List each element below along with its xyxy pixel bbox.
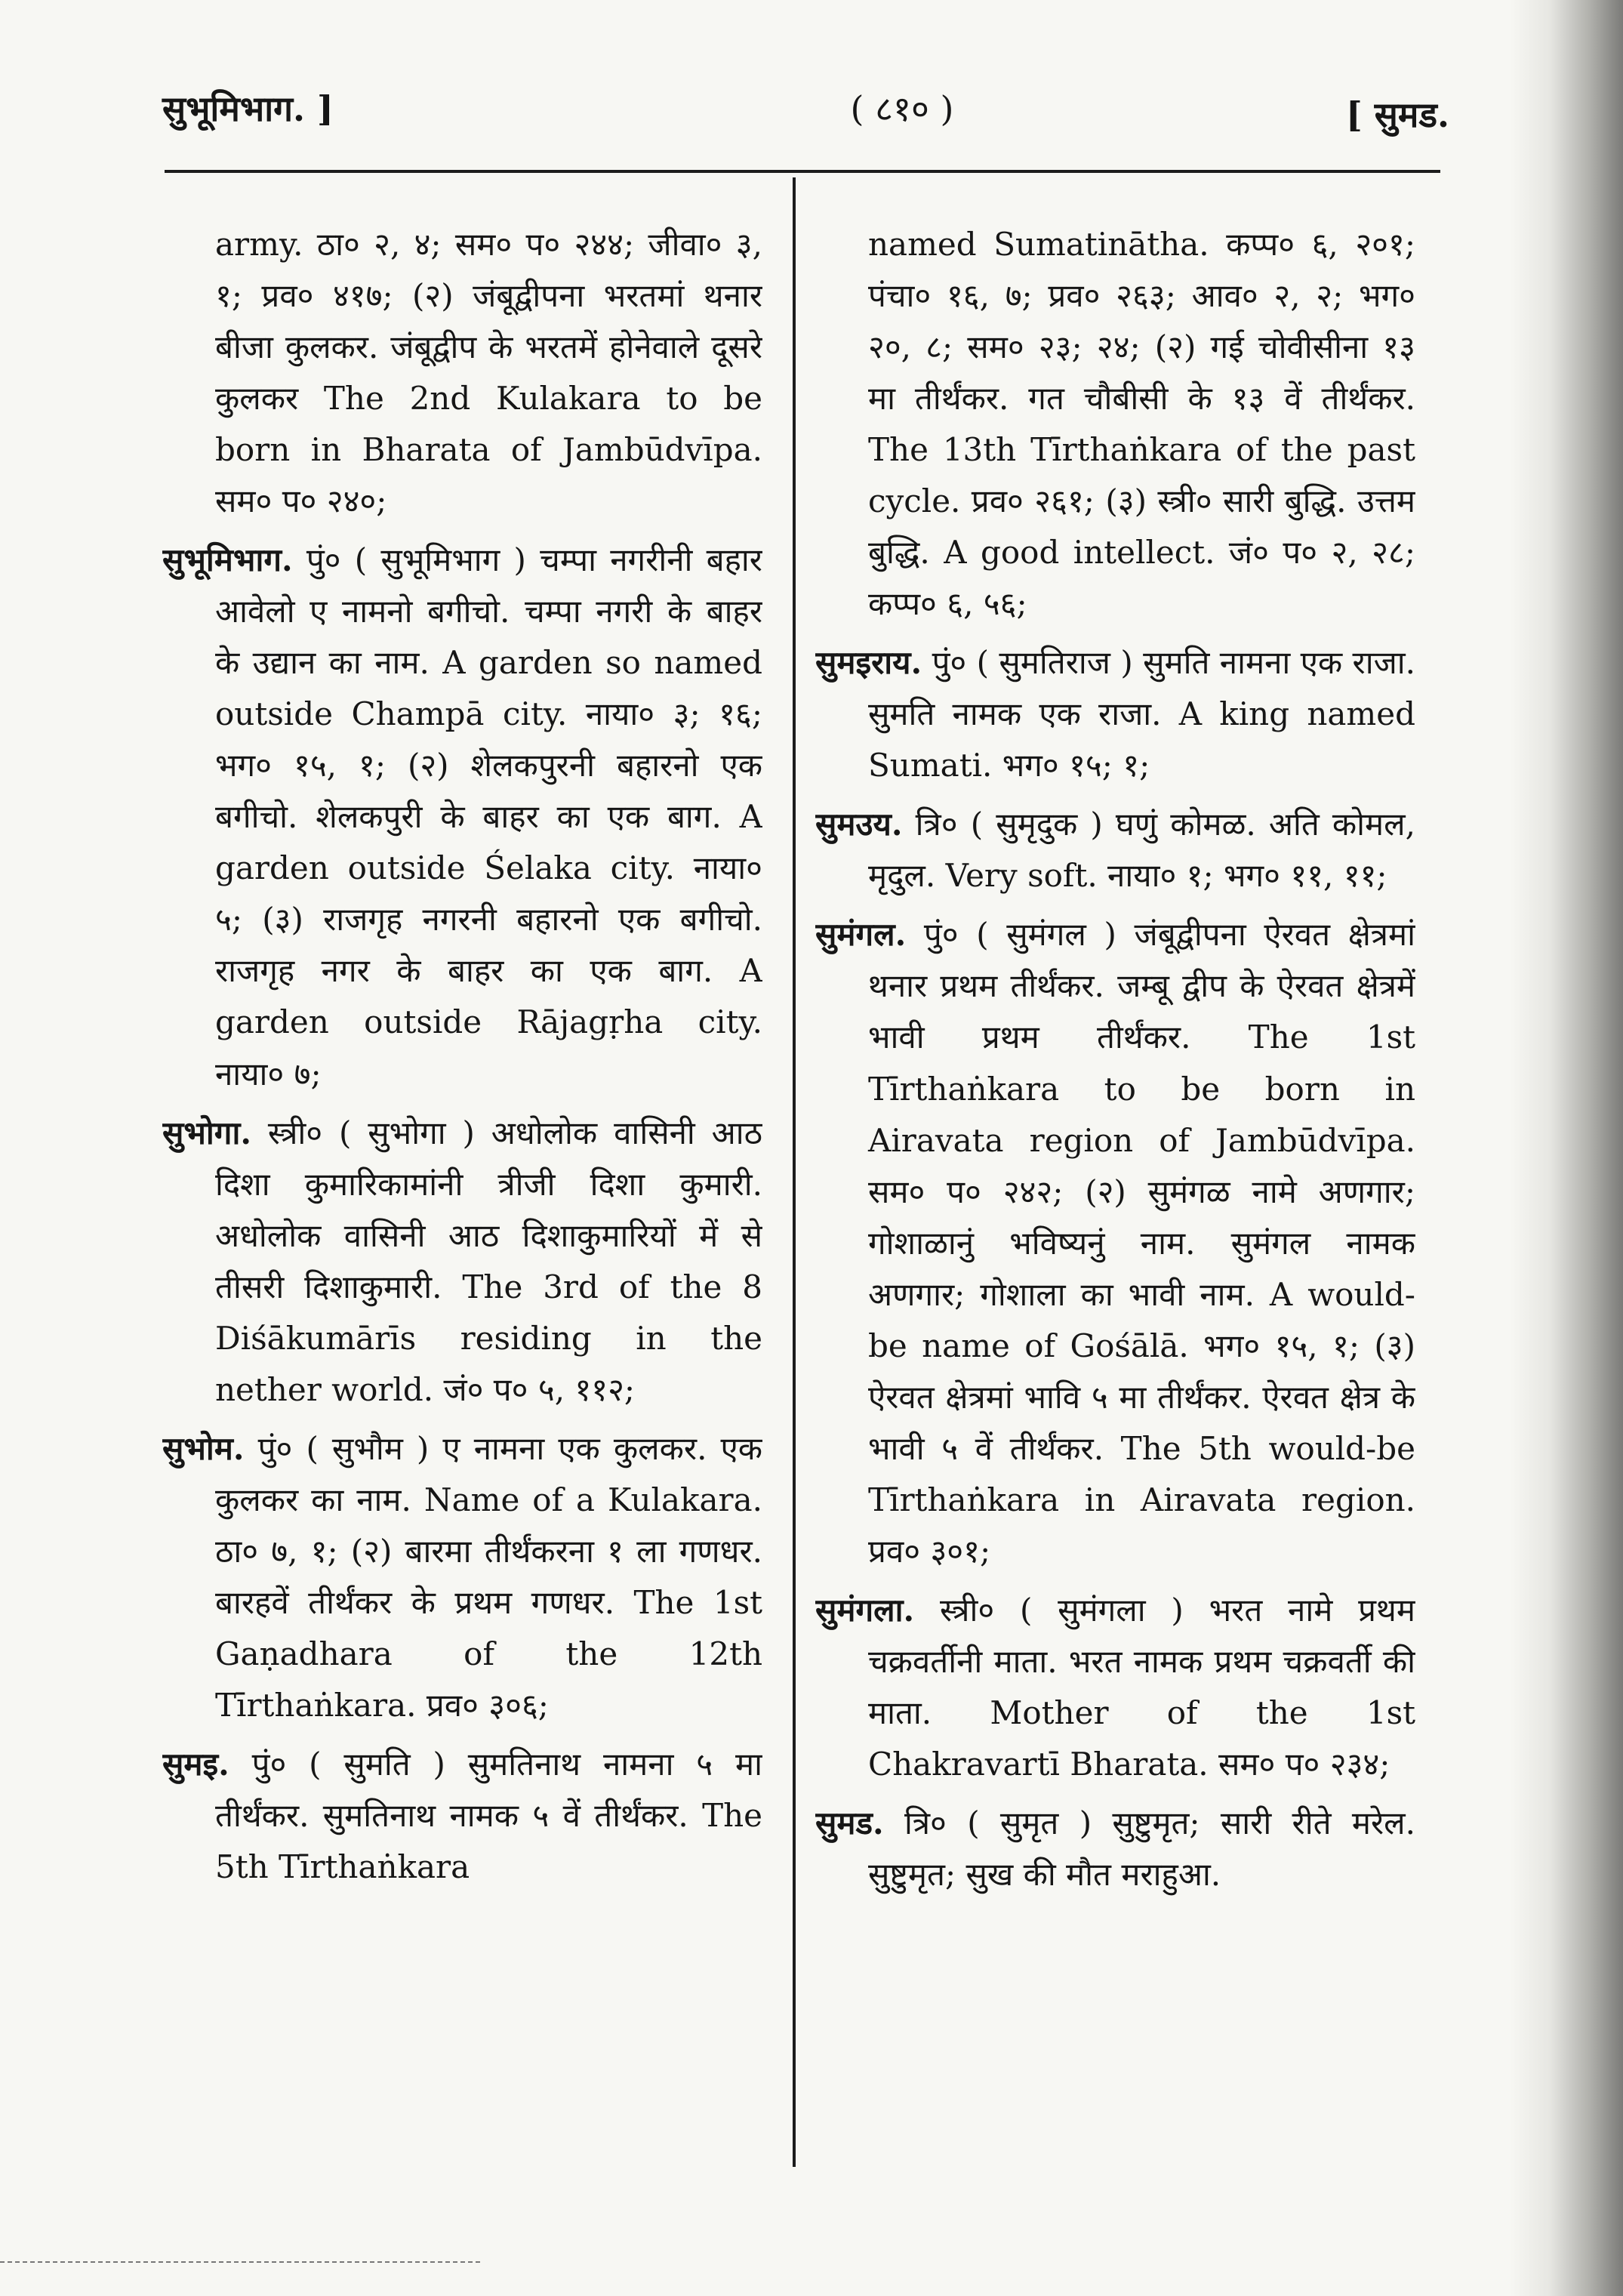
entry-headword: सुभूमिभाग. [162,541,293,579]
dictionary-entry [162,535,762,1099]
bottom-dotted-rule [0,2261,483,2263]
entry-headword: सुमउय. [815,806,903,843]
entry-headword: सुमइ. [162,1745,229,1783]
dictionary-entry [815,1585,1415,1790]
entry-body: त्रि० ( सुमृत ) सुष्टुमृत; सारी रीते मरेल. सुष्टुमृत; सुख की मौत मराहुआ. [868,1804,1415,1893]
entry-body: पुं० ( सुमंगल ) जंबूद्वीपना ऐरवत क्षेत्रमां थनार प्रथम तीर्थंकर. जम्बू द्वीप के ऐरवत क्षेत्रमें भावी प्रथम तीर्थंकर. The 1st Tīrthaṅkara to be born in Airavata region of Jambūdvīpa. सम० प० २४२; (२) सुमंगळ नामे अणगार; गोशाळानुं भविष्यनुं नाम. सुमंगल नामक अणगार; गोशाला का भावी नाम. A would-be name of Gośālā. भग० १५, १; (३) ऐरवत क्षेत्रमां भावि ५ मा तीर्थंकर. ऐरवत क्षेत्र के भावी ५ वें तीर्थंकर. The 5th would-be Tīrthaṅkara in Airavata region. प्रव० ३०१; [868,916,1415,1570]
dictionary-entry [815,1798,1415,1900]
dictionary-entry [162,1423,762,1731]
dictionary-entry [162,1739,762,1893]
entry-body: स्त्री० ( सुभोगा ) अधोलोक वासिनी आठ दिशा कुमारिकामांनी त्रीजी दिशा कुमारी. अधोलोक वासिनी आठ दिशाकुमारियों में से तीसरी दिशाकुमारी. The 3rd of the 8 Diśākumārīs residing in the nether world. जं० प० ५, ११२; [215,1114,762,1408]
header-left-guideword: सुभूमिभाग. ] [162,88,334,129]
header-right-guideword: [ सुमड. [1345,94,1449,135]
entry-headword: सुमड. [815,1804,884,1841]
entry-body: named Sumatinātha. कप्प० ६, २०१; पंचा० १६, ७; प्रव० २६३; आव० २, २; भग० २०, ८; सम० २३; २४; (२) गई चोवीसीना १३ मा तीर्थंकर. गत चौबीसी के १३ वें तीर्थंकर. The 13th Tīrthaṅkara of the past cycle. प्रव० २६१; (३) स्त्री० सारी बुद्धि. उत्तम बुद्धि. A good intellect. जं० प० २, २८; कप्प० ६, ५६; [868,226,1415,623]
left-column [162,219,762,2152]
entry-body: army. ठा० २, ४; सम० प० २४४; जीवा० ३, १; प्रव० ४१७; (२) जंबूद्वीपना भरतमां थनार बीजा कुलकर. जंबूद्वीप के भरतमें होनेवाले दूसरे कुलकर The 2nd Kulakara to be born in Bharata of Jambūdvīpa. सम० प० २४०; [215,226,762,520]
entry-body: पुं० ( सुभूमिभाग ) चम्पा नगरीनी बहार आवेलो ए नामनो बगीचो. चम्पा नगरी के बाहर के उद्यान का नाम. A garden so named outside Champā city. नाया० ३; १६; भग० १५, १; (२) शेलकपुरनी बहारनो एक बगीचो. शेलकपुरी के बाहर का एक बाग. A garden outside Śelaka city. नाया० ५; (३) राजगृह नगरनी बहारनो एक बगीचो. राजगृह नगर के बाहर का एक बाग. A garden outside Rājagṛha city. नाया० ७; [215,541,762,1093]
entry-body: पुं० ( सुमतिराज ) सुमति नामना एक राजा. सुमति नामक एक राजा. A king named Sumati. भग० १५; १; [868,644,1415,784]
entry-body: त्रि० ( सुमृदुक ) घणुं कोमळ. अति कोमल, मृदुल. Very soft. नाया० १; भग० ११, ११; [868,806,1415,895]
dictionary-entry [815,799,1415,901]
dictionary-entry [815,637,1415,791]
entry-headword: सुमंगला. [815,1591,915,1629]
page-number: ( ८१० ) [850,88,954,129]
dictionary-entry [162,1108,762,1416]
entry-headword: सुमइराय. [815,644,922,682]
page-header [162,69,1449,153]
entry-headword: सुभोगा. [162,1114,251,1151]
column-divider [793,177,796,2167]
header-rule [165,170,1440,173]
entry-body: स्त्री० ( सुमंगला ) भरत नामे प्रथम चक्रवर्तीनी माता. भरत नामक प्रथम चक्रवर्ती की माता. Mother of the 1st Chakravartī Bharata. सम० प० २३४; [868,1591,1415,1783]
dictionary-entry-continued [815,219,1415,630]
page-edge-shadow [1510,0,1623,2296]
dictionary-entry [815,909,1415,1576]
entry-body: पुं० ( सुमति ) सुमतिनाथ नामना ५ मा तीर्थंकर. सुमतिनाथ नामक ५ वें तीर्थंकर. The 5th Tīrthaṅkara [215,1745,762,1885]
entry-headword: सुभोम. [162,1429,245,1467]
entry-headword: सुमंगल. [815,916,907,954]
right-column [815,219,1415,2152]
entry-body: पुं० ( सुभौम ) ए नामना एक कुलकर. एक कुलकर का नाम. Name of a Kulakara. ठा० ७, १; (२) बारमा तीर्थंकरना १ ला गणधर. बारहवें तीर्थंकर के प्रथम गणधर. The 1st Gaṇadhara of the 12th Tīrthaṅkara. प्रव० ३०६; [215,1429,762,1724]
dictionary-entry-continued [162,219,762,527]
